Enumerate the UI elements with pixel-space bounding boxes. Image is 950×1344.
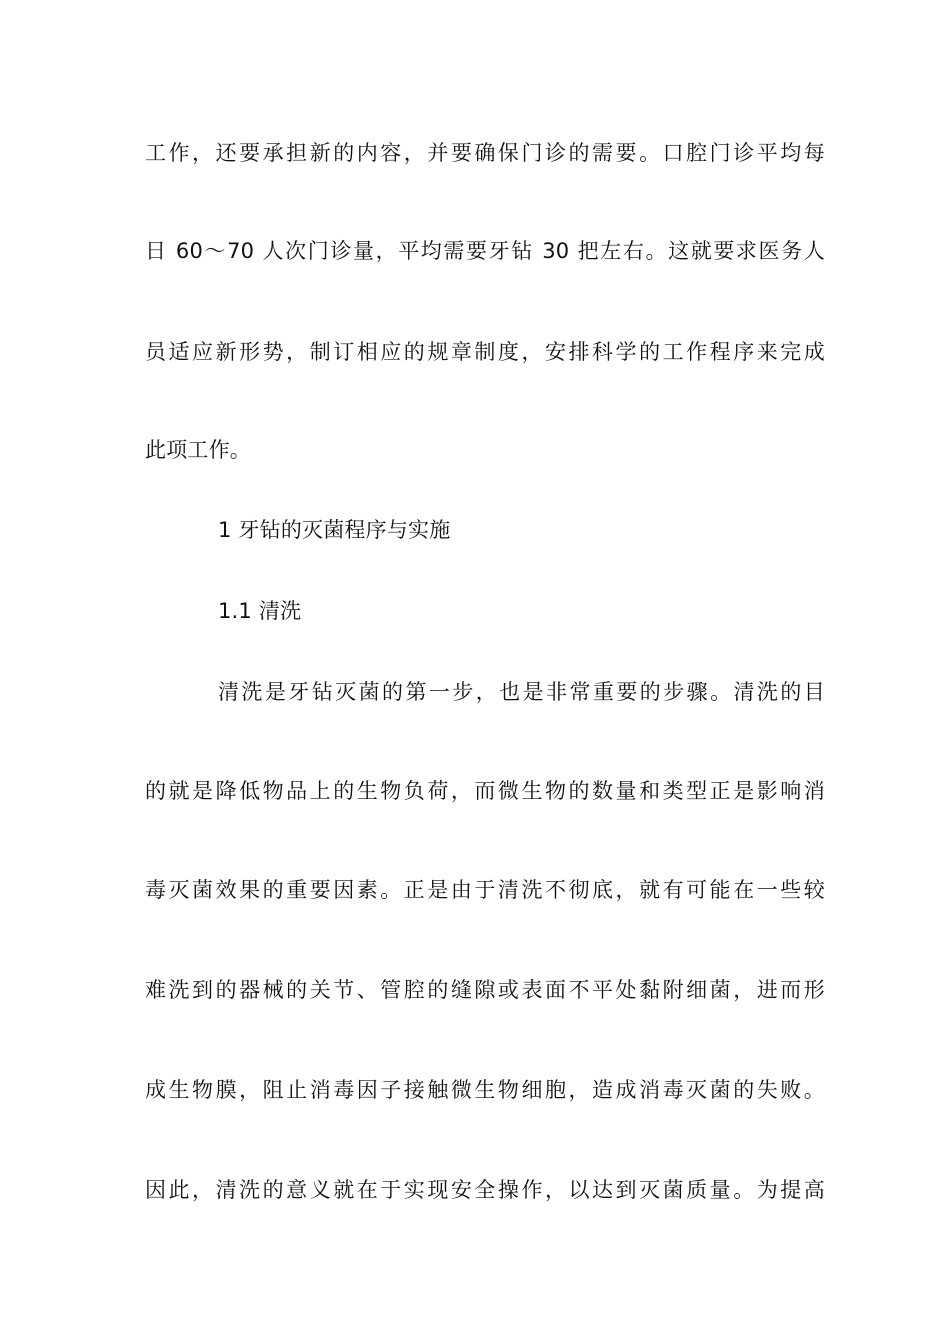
paragraph-line: 难洗到的器械的关节、管腔的缝隙或表面不平处黏附细菌，进而形 [145, 978, 825, 1002]
paragraph-line: 工作，还要承担新的内容，并要确保门诊的需要。口腔门诊平均每 [145, 141, 825, 165]
paragraph-line: 清洗是牙钻灭菌的第一步，也是非常重要的步骤。清洗的目 [218, 680, 825, 704]
paragraph-line: 的就是降低物品上的生物负荷，而微生物的数量和类型正是影响消 [145, 779, 825, 803]
subsection-heading: 1.1 清洗 [218, 599, 302, 623]
paragraph-line: 员适应新形势，制订相应的规章制度，安排科学的工作程序来完成 [145, 340, 825, 364]
paragraph-line: 成生物膜，阻止消毒因子接触微生物细胞，造成消毒灭菌的失败。 [145, 1078, 825, 1102]
paragraph-line: 日 60～70 人次门诊量，平均需要牙钻 30 把左右。这就要求医务人 [145, 239, 825, 263]
paragraph-line: 因此，清洗的意义就在于实现安全操作，以达到灭菌质量。为提高 [145, 1178, 825, 1202]
paragraph-line: 毒灭菌效果的重要因素。正是由于清洗不彻底，就有可能在一些较 [145, 878, 825, 902]
paragraph-line: 此项工作。 [145, 438, 251, 462]
section-heading: 1 牙钻的灭菌程序与实施 [218, 518, 451, 542]
